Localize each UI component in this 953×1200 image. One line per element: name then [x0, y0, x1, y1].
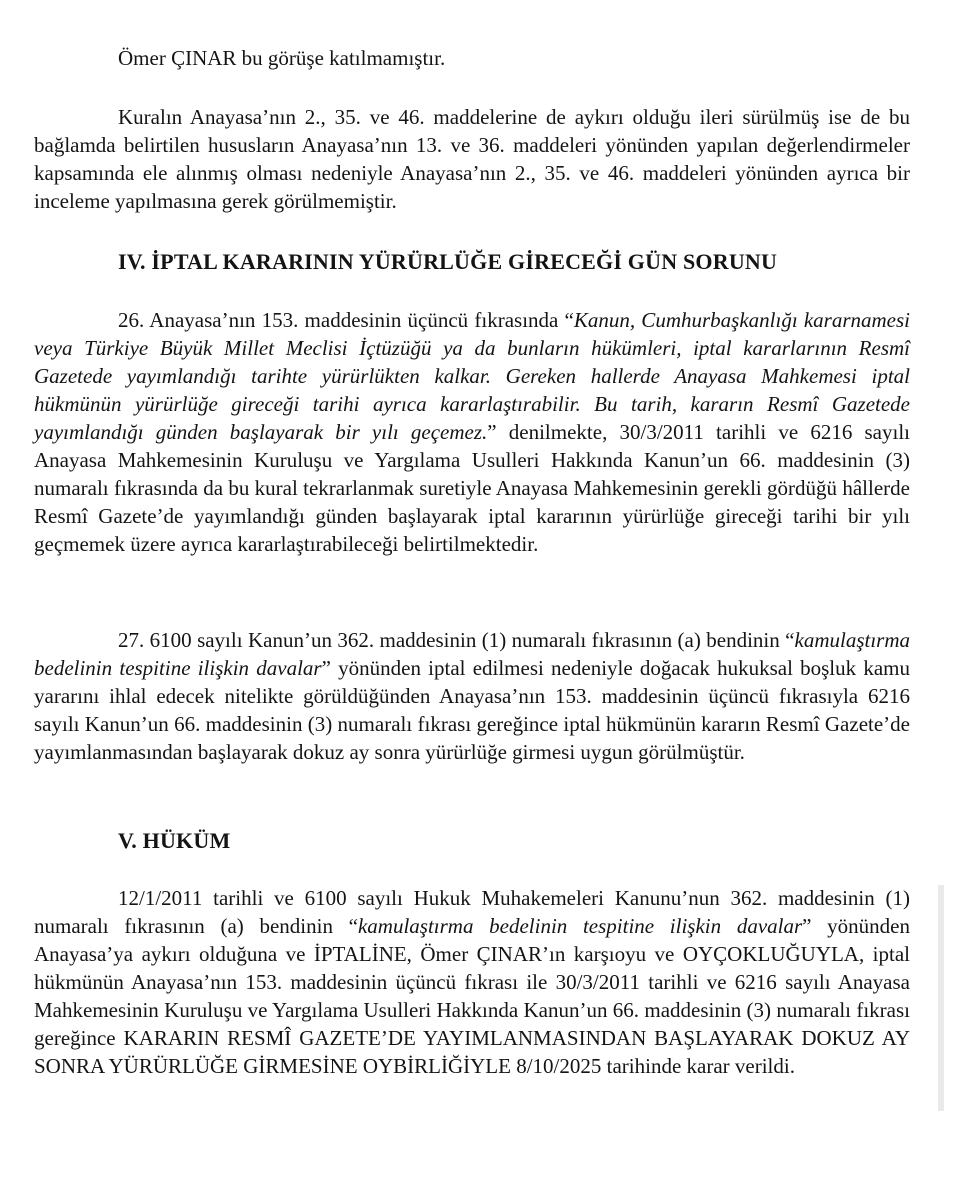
paragraph-objection-text: Kuralın Anayasa’nın 2., 35. ve 46. maddelerine de aykırı olduğu ileri sürülmüş ise de bu bağlamda belirtilen hususların Anayasa’nın 13. ve 36. maddeleri yönünden yapılan değerlendirmeler kapsamında ele alınmış olması nedeniyle Anayasa’nın 2., 35. ve 46. maddeleri yönünden ayrıca bir inceleme yapılmasına gerek görülmemiştir.: [34, 105, 910, 213]
paragraph-objection: [34, 103, 910, 215]
paragraph-27-rest: ” yönünden iptal edilmesi nedeniyle doğacak hukuksal boşluk kamu yararını ihlal edecek nitelikte görüldüğünden Anayasa’nın 153. maddesinin üçüncü fıkrasıyla 6216 sayılı Kanun’un 66. maddesinin (3) numaralı fıkrası gereğince iptal hükmünün kararın Resmî Gazete’de yayımlanmasından başlayarak dokuz ay sonra yürürlüğe girmesi uygun görülmüştür.: [34, 656, 910, 764]
dissent-note: [34, 44, 910, 72]
paragraph-26-quote: Kanun, Cumhurbaşkanlığı kararnamesi veya Türkiye Büyük Millet Meclisi İçtüzüğü ya da bunların hükümleri, iptal kararlarının Resmî Gazetede yayımlandığı tarihte yürürlükten kalkar. Gereken hallerde Anayasa Mahkemesi iptal hükmünün yürürlüğe gireceği tarihi ayrıca kararlaştırabilir. Bu tarih, kararın Resmî Gazetede yayımlandığı günden başlayarak bir yılı geçemez.: [34, 308, 910, 444]
paragraph-27: [34, 626, 910, 766]
paragraph-27-quote: kamulaştırma bedelinin tespitine ilişkin davalar: [34, 628, 910, 680]
paragraph-26-rest: ” denilmekte, 30/3/2011 tarihli ve 6216 sayılı Anayasa Mahkemesinin Kuruluşu ve Yargılama Usulleri Hakkında Kanun’un 66. maddesinin (3) numaralı fıkrasında da bu kural tekrarlanmak suretiyle Anayasa Mahkemesinin gerekli gördüğü hâllerde Resmî Gazete’de yayımlandığı günden başlayarak iptal kararının yürürlüğe gireceği tarihi bir yılı geçmemek üzere ayrıca kararlaştırabileceği belirtilmektedir.: [34, 420, 910, 556]
paragraph-26: [34, 306, 910, 558]
section-heading-iv: IV. İPTAL KARARININ YÜRÜRLÜĞE GİRECEĞİ GÜN SORUNU: [118, 249, 778, 274]
paragraph-hukum-rest: ” yönünden Anayasa’ya aykırı olduğuna ve İPTALİNE, Ömer ÇINAR’ın karşıoyu ve OYÇOKLUĞUYLA, iptal hükmünün Anayasa’nın 153. maddesinin üçüncü fıkrası ile 30/3/2011 tarihli ve 6216 sayılı Anayasa Mahkemesinin Kuruluşu ve Yargılama Usulleri Hakkında Kanun’un 66. maddesinin (3) numaralı fıkrası gereğince KARARIN RESMÎ GAZETE’DE YAYIMLANMASINDAN BAŞLAYARAK DOKUZ AY SONRA YÜRÜRLÜĞE GİRMESİNE OYBİRLİĞİYLE 8/10/2025 tarihinde karar verildi.: [34, 914, 910, 1078]
section-heading-v: V. HÜKÜM: [118, 828, 231, 853]
dissent-note-text: Ömer ÇINAR bu görüşe katılmamıştır.: [118, 46, 446, 70]
paragraph-hukum-quote: kamulaştırma bedelinin tespitine ilişkin davalar: [357, 914, 803, 938]
paragraph-26-lead: 26. Anayasa’nın 153. maddesinin üçüncü fıkrasında “: [118, 308, 574, 332]
paragraph-27-lead: 27. 6100 sayılı Kanun’un 362. maddesinin (1) numaralı fıkrasının (a) bendinin “: [118, 628, 795, 652]
paragraph-hukum: [34, 884, 910, 1080]
paragraph-hukum-lead: 12/1/2011 tarihli ve 6100 sayılı Hukuk Muhakemeleri Kanunu’nun 362. maddesinin (1) numaralı fıkrasının (a) bendinin “: [34, 886, 910, 938]
scan-edge-mark: [938, 885, 944, 1111]
